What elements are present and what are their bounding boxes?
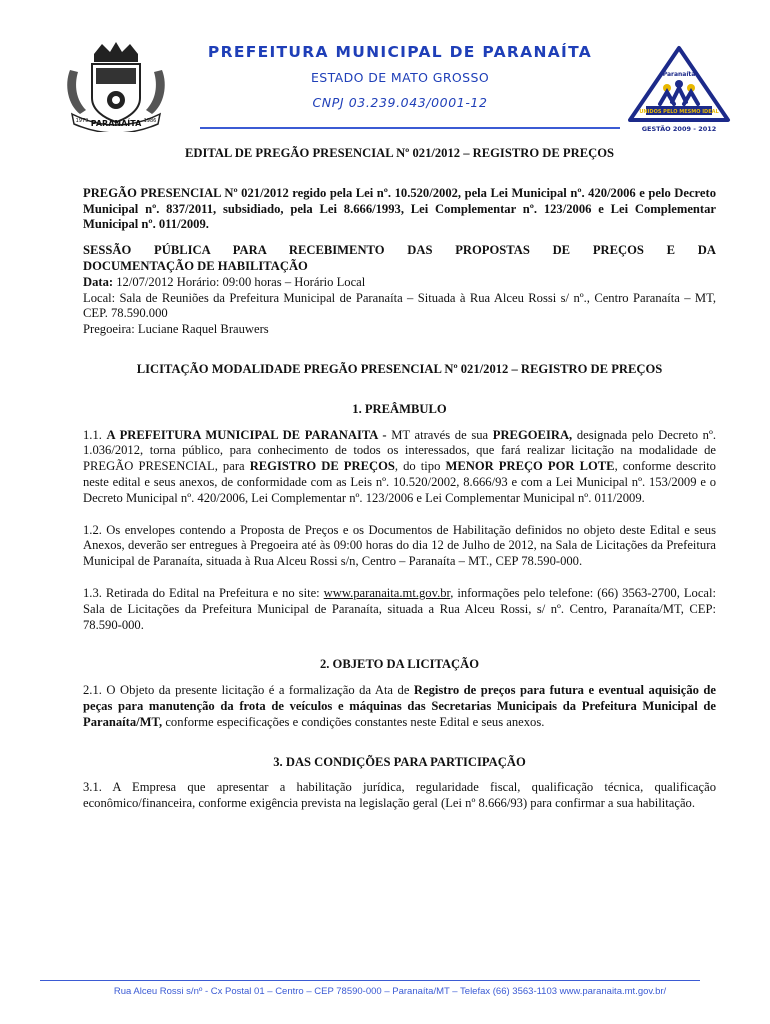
p11-text-2: designada pelo Decreto nº. 1.036/2012, torna público, para conhecimento de todos os interessados, que fará realizar licitação na modalidade de PREGÃO PRESENCIAL, para [83,427,716,474]
document-body [83,146,716,812]
paragraph-3-1: 3.1. A Empresa que apresentar a habilitação jurídica, regularidade fiscal, qualificação técnica, qualificação econômico/financeira, conforme exigência prevista na legislação geral (Lei nº 8.666/93) para confirmar a sua habilitação. [83,780,716,811]
website-link[interactable]: www.paranaita.mt.gov.br [323,585,451,600]
p11-pregoeira: PREGOEIRA, [492,427,573,442]
session-location: Local: Sala de Reuniões da Prefeitura Municipal de Paranaíta – Situada à Rua Alceu Rossi s/ nº., Centro Paranaíta – MT, CEP. 78.590.000 [83,290,716,321]
crest-year-left: 1979 [75,118,89,124]
p11-text-3: , do tipo [394,459,446,474]
p13-text-1: 1.3. Retirada do Edital na Prefeitura e no site: [83,585,324,600]
p11-number: 1.1. [83,427,107,442]
p11-text-4: , conforme descrito neste edital e seus anexos, de conformidade com as Leis nº. 10.520/2002, 8.666/93 e com a Lei Municipal nº. 153/2009 e o Decreto Municipal nº. 420/2006, Lei Complementar nº. 123/2006 e Lei Complementar Municipal nº. 011/2009. [83,459,716,505]
section-3-heading: 3. DAS CONDIÇÕES PARA PARTICIPAÇÃO [273,754,526,769]
letterhead [0,0,770,140]
session-date [83,275,716,291]
p11-entity: A PREFEITURA MUNICIPAL DE PARANAITA - [106,427,387,442]
paragraph-1-1 [83,428,716,507]
p11-registro: REGISTRO DE PREÇOS [249,459,395,474]
section-1-heading: 1. PREÂMBULO [352,401,447,416]
p13-text-2: , informações pelo telefone: (66) 3563-2700, Local: Sala de Licitações da Prefeitura Municipal de Paranaíta, situada a Rua Alceu Rossi, s/ nº. Centro, Paranaíta/MT, CEP: 78.590-000. [83,585,716,632]
municipal-crest-icon [62,40,170,132]
p21-text-1: 2.1. O Objeto da presente licitação é a formalização da Ata de [83,683,414,698]
section-2-heading: 2. OBJETO DA LICITAÇÃO [319,657,480,672]
pregoeira-line: Pregoeira: Luciane Raquel Brauwers [83,322,269,337]
org-state: ESTADO DE MATO GROSSO [310,70,490,85]
p21-text-2: conforme especificações e condições constantes neste Edital e seus anexos. [162,714,545,729]
sessao-heading-line1: SESSÃO PÚBLICA PARA RECEBIMENTO DAS PROPOSTAS DE PREÇOS E DA [83,243,716,258]
licitacao-title: LICITAÇÃO MODALIDADE PREGÃO PRESENCIAL Nº 021/2012 – REGISTRO DE PREÇOS [136,361,663,376]
gestao-logo-icon [624,44,734,134]
crest-ribbon-text: PARANAÍTA [90,119,142,128]
date-label: Data: [83,274,114,289]
header-divider [200,127,620,129]
paragraph-2-1 [83,683,716,730]
edital-title: EDITAL DE PREGÃO PRESENCIAL Nº 021/2012 – REGISTRO DE PREÇOS [184,146,615,160]
footer-divider [40,980,700,981]
org-cnpj: CNPJ 03.239.043/0001-12 [312,95,488,110]
p21-object: Registro de preços para futura e eventual aquisição de peças para manutenção da frota de veículos e máquinas das Secretarias Municipais da Prefeitura Municipal de Paranaíta/MT, [83,683,717,729]
page-footer: Rua Alceu Rossi s/nº - Cx Postal 01 – Centro – CEP 78590-000 – Paranaíta/MT – Telefax (66) 3563-1103 www.paranaita.mt.gov.br/ [113,986,667,997]
p11-text-1: MT através de sua [386,427,493,442]
gestao-caption: GESTÃO 2009 - 2012 [641,125,717,133]
date-value: 12/07/2012 Horário: 09:00 horas – Horário Local [113,274,366,289]
p11-menor-preco: MENOR PREÇO POR LOTE [445,459,615,474]
intro-paragraph: PREGÃO PRESENCIAL Nº 021/2012 regido pela Lei nº. 10.520/2002, pela Lei Municipal nº. 420/2006 e pelo Decreto Municipal nº. 837/2011, subsidiado, pela Lei 8.666/1993, Lei Complementar nº. 123/2006 e Lei Complementar Municipal nº. 011/2009. [83,185,716,232]
gestao-logo-band-text: UNIDOS PELO MESMO IDEAL [639,109,719,115]
crest-year-right: 1986 [143,118,157,124]
paragraph-1-3 [83,586,716,633]
gestao-logo-top-text: Paranaíta [662,71,696,78]
paragraph-1-2: 1.2. Os envelopes contendo a Proposta de Preços e os Documentos de Habilitação definidos no objeto deste Edital e seus Anexos, deverão ser entregues à Pregoeira até às 09:00 horas do dia 12 de Julho de 2012, na Sala de Licitações da Prefeitura Municipal de Paranaíta, situada à Rua Alceu Rossi s/n, Centro – Paranaíta – MT., CEP 78.590-000. [83,522,716,569]
org-name: PREFEITURA MUNICIPAL DE PARANAÍTA [207,43,593,61]
sessao-heading-line2: DOCUMENTAÇÃO DE HABILITAÇÃO [83,258,308,273]
